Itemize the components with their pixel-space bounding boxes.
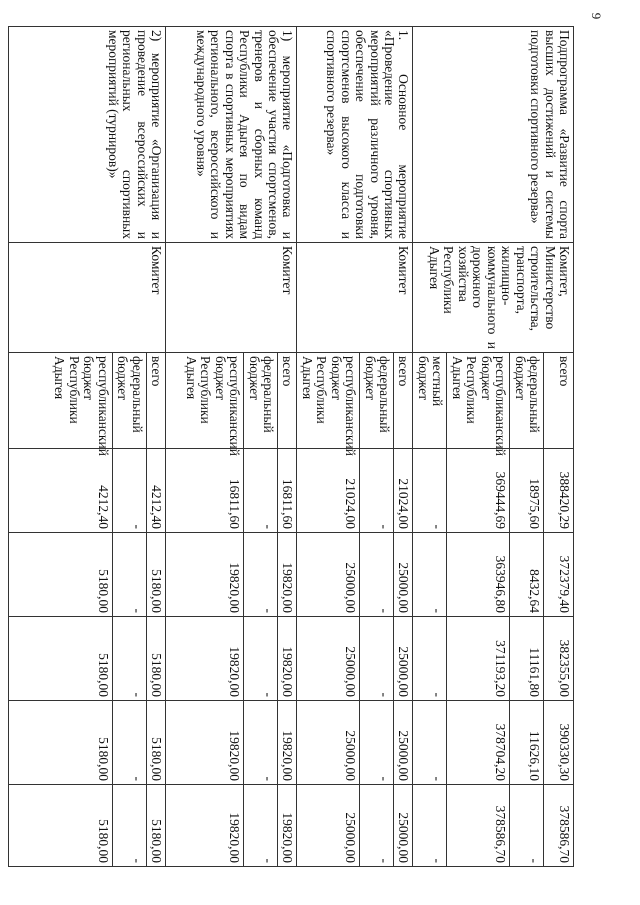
value-cell: 21024,00: [394, 449, 413, 533]
value-cell: 19820,00: [166, 533, 244, 617]
value-cell: 5180,00: [146, 701, 165, 785]
funding-source: республиканский бюджет Республики Адыгея: [166, 353, 244, 449]
value-cell: 25000,00: [394, 617, 413, 701]
value-cell: -: [112, 701, 146, 785]
funding-source: федеральный бюджет: [360, 353, 394, 449]
value-cell: -: [360, 785, 394, 867]
funding-source: федеральный бюджет: [510, 353, 544, 449]
value-cell: -: [413, 617, 447, 701]
activity-title: 1. Основное мероприятие «Проведение спортивных мероприятий различного уровня, обеспечение подготовки спортсменов высокого класса и спортивного резерва»: [297, 27, 413, 243]
value-cell: 11161,80: [510, 617, 544, 701]
value-cell: 378586,70: [447, 785, 510, 867]
value-cell: 5180,00: [8, 701, 112, 785]
page-number: 9: [589, 12, 604, 20]
value-cell: -: [112, 785, 146, 867]
funding-source: республиканский бюджет Республики Адыгея: [447, 353, 510, 449]
value-cell: 5180,00: [8, 785, 112, 867]
value-cell: -: [112, 617, 146, 701]
value-cell: -: [244, 701, 278, 785]
value-cell: 11626,10: [510, 701, 544, 785]
value-cell: -: [360, 617, 394, 701]
value-cell: -: [360, 449, 394, 533]
value-cell: 4212,40: [8, 449, 112, 533]
value-cell: 5180,00: [146, 785, 165, 867]
table-row: [146, 27, 165, 867]
value-cell: 16811,60: [166, 449, 244, 533]
value-cell: -: [413, 533, 447, 617]
value-cell: 19820,00: [278, 617, 297, 701]
value-cell: -: [244, 785, 278, 867]
executor-cell: Комитет: [166, 243, 297, 353]
value-cell: 388420,29: [544, 449, 574, 533]
value-cell: 25000,00: [394, 701, 413, 785]
value-cell: 25000,00: [297, 533, 360, 617]
table-row: [394, 27, 413, 867]
funding-source: федеральный бюджет: [112, 353, 146, 449]
executor-cell: Комитет, Министерство строительства, транспорта, жилищно-коммунального и дорожного хозяйства Республики Адыгея: [413, 243, 574, 353]
value-cell: 378704,20: [447, 701, 510, 785]
funding-source: всего: [394, 353, 413, 449]
value-cell: 378586,70: [544, 785, 574, 867]
program-title: Подпрограмма «Развитие спорта высших достижений и системы подготовки спортивного резерва»: [413, 27, 574, 243]
value-cell: -: [360, 533, 394, 617]
value-cell: 371193,20: [447, 617, 510, 701]
value-cell: -: [244, 533, 278, 617]
rotated-table-wrapper: [52, 26, 574, 866]
value-cell: 5180,00: [146, 533, 165, 617]
value-cell: 25000,00: [394, 785, 413, 867]
value-cell: 21024,00: [297, 449, 360, 533]
value-cell: -: [413, 785, 447, 867]
value-cell: 8432,64: [510, 533, 544, 617]
value-cell: 5180,00: [8, 617, 112, 701]
value-cell: -: [510, 785, 544, 867]
value-cell: -: [112, 533, 146, 617]
funding-source: местный бюджет: [413, 353, 447, 449]
value-cell: 25000,00: [297, 701, 360, 785]
value-cell: 19820,00: [166, 701, 244, 785]
value-cell: 19820,00: [278, 533, 297, 617]
value-cell: 372379,40: [544, 533, 574, 617]
value-cell: -: [112, 449, 146, 533]
value-cell: 25000,00: [297, 785, 360, 867]
budget-table: [8, 26, 574, 867]
table-row: [278, 27, 297, 867]
executor-cell: Комитет: [8, 243, 165, 353]
value-cell: 5180,00: [8, 533, 112, 617]
value-cell: 369444,69: [447, 449, 510, 533]
value-cell: 4212,40: [146, 449, 165, 533]
funding-source: республиканский бюджет Республики Адыгея: [8, 353, 112, 449]
funding-source: республиканский бюджет Республики Адыгея: [297, 353, 360, 449]
executor-cell: Комитет: [297, 243, 413, 353]
funding-source: всего: [544, 353, 574, 449]
table-row: [544, 27, 574, 867]
activity-title: 1) мероприятие «Подготовка и обеспечение участия спортсменов, тренеров и сборных команд Республики Адыгея по видам спорта в спортивных мероприятиях регионального, всероссийского и международного уровня»: [166, 27, 297, 243]
value-cell: 19820,00: [278, 701, 297, 785]
value-cell: 382355,00: [544, 617, 574, 701]
value-cell: -: [413, 449, 447, 533]
value-cell: 25000,00: [297, 617, 360, 701]
funding-source: всего: [278, 353, 297, 449]
value-cell: 18975,60: [510, 449, 544, 533]
value-cell: 390330,30: [544, 701, 574, 785]
value-cell: -: [244, 449, 278, 533]
funding-source: всего: [146, 353, 165, 449]
value-cell: 19820,00: [278, 785, 297, 867]
value-cell: 363946,80: [447, 533, 510, 617]
value-cell: 19820,00: [166, 785, 244, 867]
table-area: [52, 26, 574, 866]
activity-title: 2) мероприятие «Организация и проведение всероссийских и региональных спортивных мероприятий (турниров)»: [8, 27, 165, 243]
value-cell: 19820,00: [166, 617, 244, 701]
value-cell: -: [413, 701, 447, 785]
funding-source: федеральный бюджет: [244, 353, 278, 449]
value-cell: -: [244, 617, 278, 701]
value-cell: 5180,00: [146, 617, 165, 701]
value-cell: -: [360, 701, 394, 785]
value-cell: 25000,00: [394, 533, 413, 617]
value-cell: 16811,60: [278, 449, 297, 533]
